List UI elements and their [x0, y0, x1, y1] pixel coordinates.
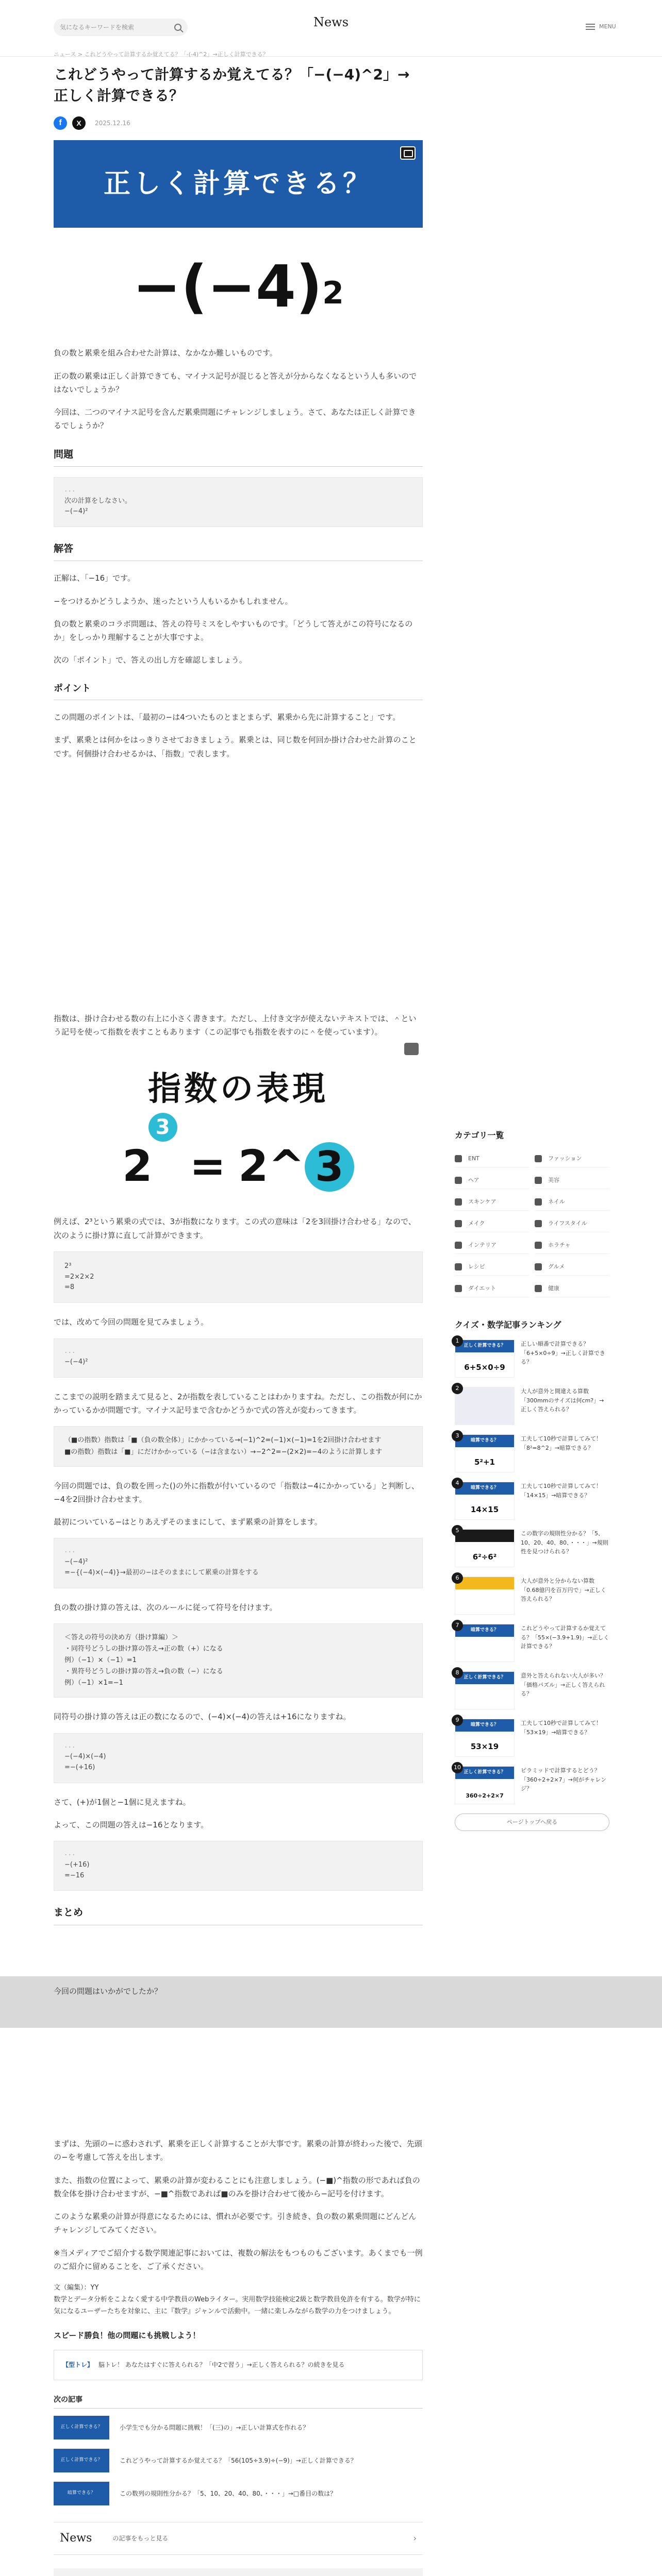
category-item[interactable]: ヘア	[455, 1172, 529, 1189]
ranking-item[interactable]	[455, 1574, 609, 1615]
ad-banner[interactable]	[0, 1976, 662, 2028]
next-article[interactable]	[54, 2449, 423, 2472]
rank-thumbnail: 正しく計算できる？	[455, 1671, 515, 1709]
rank-title: 大人が意外と分からない算数「0.68億円を百万円で」→正しく答えられる？	[521, 1578, 606, 1603]
ranking-item[interactable]	[455, 1434, 609, 1472]
category-icon	[455, 1220, 462, 1227]
category-item[interactable]: ネイル	[535, 1193, 609, 1211]
exp-right: 2^	[238, 1141, 305, 1192]
category-item[interactable]: ホラチャ	[535, 1236, 609, 1254]
exp-equals: =	[189, 1141, 226, 1192]
site-logo[interactable]	[305, 15, 357, 29]
rank-thumbnail	[455, 1387, 515, 1425]
problem-heading: 問題	[54, 446, 423, 467]
formula-main: −(−4)	[133, 253, 323, 321]
code-block: ･･･ −(−4)² =−{(−4)×(−4)}→最初の−はそのままにして累乗の計算をする	[54, 1538, 423, 1588]
rank-title: 工夫して10秒で計算してみて！「8²=8^2」→暗算できる？	[521, 1435, 602, 1451]
publish-date: 2025.12.16	[95, 119, 130, 127]
sign-rule-box: ＜答えの符号の決め方（掛け算編）＞ ・同符号どうしの掛け算の答え→正の数（+）になる 例）（−1）×（−1）=1 ・異符号どうしの掛け算の答え→負の数（−）になる 例）（−1）×1=−1	[54, 1623, 423, 1698]
search-placeholder: 気になるキーワードを検索	[60, 23, 135, 31]
intro-paragraph: 正の数の累乗は正しく計算できても、マイナス記号が混じると答えが分からなくなるという人も多いのではないでしょうか？	[54, 371, 417, 394]
category-item[interactable]: ライフスタイル	[535, 1215, 609, 1232]
category-title: カテゴリ一覧	[455, 1130, 504, 1140]
ranking-item[interactable]	[455, 1719, 609, 1757]
point-paragraph: この問題のポイントは、「最初の−は4ついたものとまとまらず、累乗から先に計算すること」です。	[54, 713, 401, 722]
link-text: 脳トレ！ あなたはすぐに答えられる？「中2で習う」→正しく答えられる？の続きを見る	[98, 2361, 345, 2368]
answer-paragraph: 正解は、「−16」です。	[54, 573, 135, 583]
follow-text: の記事をもっと見る	[112, 2534, 169, 2542]
next-thumbnail: 正しく計算できる？	[54, 2449, 109, 2472]
next-text: 小学生でも分かる問題に挑戦！「(三)の」→正しい計算式を作れる？	[120, 2424, 309, 2431]
ranking-item[interactable]	[455, 1337, 609, 1378]
body-paragraph: ここまでの説明を踏まえて見ると、2が指数を表していることはわかりますね。ただし、この指数が何にかかっているかが問題です。マイナス記号まで含むかどうかで式の答えが変わってきます。	[54, 1392, 422, 1415]
follow-bar[interactable]	[54, 2522, 423, 2555]
link-card[interactable]	[54, 2350, 423, 2380]
category-icon	[535, 1177, 542, 1184]
hero-formula	[54, 228, 423, 346]
next-thumbnail: 正しく計算できる？	[54, 2416, 109, 2439]
body-paragraph: 同符号の掛け算の答えは正の数になるので、(−4)×(−4)の答えは+16になりますね。	[54, 1712, 351, 1722]
category-icon	[535, 1242, 542, 1249]
facebook-share-icon[interactable]: f	[54, 116, 67, 130]
ranking-title: クイズ・数学記事ランキング	[455, 1320, 561, 1330]
category-icon	[535, 1155, 542, 1162]
category-item[interactable]: ENT	[455, 1150, 529, 1167]
rank-number: 4	[452, 1478, 463, 1489]
body-paragraph: 最初についている−はとりあえずそのままにして、まず累乗の計算をします。	[54, 1517, 322, 1527]
rank-thumbnail: 正しく計算できる？ 360÷2+2×7	[455, 1766, 515, 1804]
category-icon	[455, 1263, 462, 1270]
ad-space	[54, 770, 423, 1012]
category-icon	[455, 1155, 462, 1162]
rank-thumbnail: 暗算できる？ 14×15	[455, 1482, 515, 1520]
category-icon	[455, 1198, 462, 1206]
next-article[interactable]	[54, 2482, 423, 2505]
problem-line: 次の計算をしなさい。	[64, 497, 132, 505]
code-block: ･･･ −(+16) =−16	[54, 1841, 423, 1891]
body-paragraph: よって、この問題の答えは−16となります。	[54, 1820, 209, 1829]
answer-paragraph: 次の「ポイント」で、答えの出し方を確認しましょう。	[54, 655, 247, 665]
exp-base: 2	[122, 1141, 153, 1192]
code-block: ･･･ −(−4)²	[54, 1338, 423, 1378]
gallery-icon[interactable]	[404, 1043, 419, 1055]
rank-title: この数字の規則性分かる？「5、10、20、40、80、・・・」→規則性を見つけられる？	[521, 1530, 608, 1555]
category-item[interactable]: ダイエット	[455, 1280, 529, 1297]
formula-exponent: 2	[322, 275, 344, 312]
category-icon	[535, 1263, 542, 1270]
rank-title: 大人が意外と間違える算数「300mmのサイズは何cm?」→正しく答えられる？	[521, 1388, 604, 1413]
category-icon	[455, 1242, 462, 1249]
problem-box: ･･･ 次の計算をしなさい。 −(−4)²	[54, 477, 423, 527]
exp-circle: 3	[305, 1142, 354, 1192]
ranking-item[interactable]	[455, 1529, 609, 1567]
search-input[interactable]	[54, 19, 188, 36]
author-box	[54, 2282, 423, 2317]
ranking-item[interactable]	[455, 1387, 609, 1425]
rank-number: 7	[452, 1620, 463, 1631]
hero-image	[54, 140, 423, 228]
hamburger-icon	[586, 24, 595, 30]
rank-title: 正しい順番で計算できる？「6+5×0÷9」→正しく計算できる？	[521, 1341, 605, 1366]
category-item[interactable]: 健康	[535, 1280, 609, 1297]
category-list	[455, 1150, 609, 1297]
exp-sup: 3	[148, 1113, 177, 1142]
ranking-list	[454, 1337, 609, 1804]
gallery-icon[interactable]	[400, 146, 416, 160]
rank-number: 2	[452, 1383, 463, 1394]
article-main	[54, 49, 423, 1936]
category-icon	[455, 1177, 462, 1184]
article-meta	[54, 116, 423, 130]
hero-text: 正しく計算できる？	[103, 168, 373, 199]
rank-thumbnail: 正しく計算できる？ 6+5×0÷9	[455, 1340, 515, 1378]
category-icon	[535, 1220, 542, 1227]
sidebar	[455, 1128, 609, 1831]
rank-title: 意外と答えられない大人が多い？「価格パズル」→正しく答えられる？	[521, 1672, 606, 1698]
bottom-paragraph: まずは、先頭の−に惑わされず、累乗を正しく計算することが大事です。累乗の計算が終わった後で、先頭の−を考慮して答えを出します。	[54, 2139, 422, 2162]
link-tag: 【型トレ】	[62, 2361, 94, 2368]
follow-logo: News	[60, 2531, 92, 2545]
rank-title: これどうやって計算するか覚えてる？「55×(−3.9+1.9)」→正しく計算できる？	[521, 1625, 609, 1650]
category-item[interactable]: ファッション	[535, 1150, 609, 1167]
body-paragraph: 今回の問題では、負の数を囲った()の外に指数が付いているので「指数は−4にかかっている」と判断し、−4を2回掛け合わせます。	[54, 1481, 419, 1504]
problem-line: −(−4)²	[64, 507, 88, 516]
challenge-heading: スピード勝負！他の問題にも挑戦しよう！	[54, 2331, 201, 2341]
point-paragraph: 指数は、掛け合わせる数の右上に小さく書きます。ただし、上付き文字が使えないテキストでは、＾という記号を使って指数を表すこともあります（この記事でも指数を表すのに＾を使っています）。	[54, 1013, 417, 1037]
answer-paragraph: 負の数と累乗のコラボ問題は、答えの符号ミスをしやすいものです。「どうして答えがこの符号になるのか」をしっかり理解することが大事ですよ。	[54, 619, 413, 642]
rank-number: 3	[452, 1430, 463, 1442]
category-item[interactable]: 美容	[535, 1172, 609, 1189]
next-thumbnail: 暗算できる？	[54, 2482, 109, 2505]
author-label: 文（編集）：YY	[54, 2284, 99, 2292]
category-item[interactable]: インテリア	[455, 1236, 529, 1254]
related-articles	[54, 2568, 423, 2576]
rank-number: 10	[452, 1762, 463, 1773]
next-text: これどうやって計算するか覚えてる？「56(105÷3.9)÷(−9)」→正しく計算できる？	[120, 2456, 357, 2464]
rank-title: 工夫して10秒で計算してみて！「53×19」→暗算できる？	[521, 1720, 602, 1736]
chevron-right-icon: ›	[413, 2533, 417, 2543]
category-icon	[535, 1285, 542, 1292]
exp-paragraph: 例えば、2³という累乗の式では、3が指数になります。この式の意味は「2を3回掛け合わせる」なので、次のように掛け算に直して計算ができます。	[54, 1217, 416, 1240]
author-text: 数学とデータ分析をこよなく愛する中学教員のWebライター。実用数学技能検定2級と数学教員免許を有する。数学が特に気になるユーザーたちを対象に、主に『数学』ジャンルで活動中。一緒に楽しみながら数学の力をつけましょう。	[54, 2295, 421, 2315]
rank-thumbnail	[455, 1577, 515, 1615]
point-paragraph: まず、累乗とは何かをはっきりさせておきましょう。累乗とは、同じ数を何回か掛け合わせた計算のことです。何個掛け合わせるかは、「指数」で表します。	[54, 735, 417, 758]
bottom-paragraph: このような累乗の計算が得意になるためには、慣れが必要です。引き続き、負の数の累乗問題にどんどんチャレンジしてみてください。	[54, 2212, 417, 2235]
x-share-icon[interactable]: X	[72, 116, 86, 130]
next-heading: 次の記事	[54, 2394, 423, 2409]
article-continued	[54, 2137, 423, 2576]
answer-paragraph: −をつけるかどうしようか、迷ったという人もいるかもしれません。	[54, 596, 293, 606]
note-box: （■の指数）指数は「■（負の数全体）」にかかっている→(−1)^2=(−1)×(−1)=1を2回掛け合わせます ■の指数）指数は「■」にだけかかっている（−は含まない）→−2^2=−(2×2)=−4のように計算します	[54, 1426, 423, 1466]
code-block: ･･･ −(−4)×(−4) =−(+16)	[54, 1733, 423, 1783]
menu-button[interactable]	[586, 22, 616, 31]
page-top-button[interactable]: ページトップへ戻る	[455, 1814, 609, 1831]
intro-paragraph: 今回は、二つのマイナス記号を含んだ累乗問題にチャレンジしましょう。さて、あなたは正しく計算できるでしょうか？	[54, 408, 416, 431]
category-item[interactable]: スキンケア	[455, 1193, 529, 1211]
rank-number: 6	[452, 1572, 463, 1584]
intro-paragraph: 負の数と累乗を組み合わせた計算は、なかなか難しいものです。	[54, 348, 277, 358]
code-block: 2³ =2×2×2 =8	[54, 1251, 423, 1303]
rank-thumbnail: 暗算できる？ 53×19	[455, 1719, 515, 1757]
ranking-item[interactable]	[455, 1766, 609, 1804]
summary-heading: まとめ	[54, 1904, 423, 1925]
rank-title: ピラミッドで計算するとどう？「360÷2+2×7」→何がチャレンジ？	[521, 1767, 607, 1792]
point-heading: ポイント	[54, 681, 423, 701]
rank-number: 5	[452, 1525, 463, 1536]
body-paragraph: では、改めて今回の問題を見てみましょう。	[54, 1317, 209, 1327]
rank-thumbnail: 暗算できる？ 5²+1	[455, 1434, 515, 1472]
rank-number: 8	[452, 1667, 463, 1679]
category-item[interactable]: グルメ	[535, 1258, 609, 1276]
category-item[interactable]: メイク	[455, 1215, 529, 1232]
next-text: この数列の規則性分かる？「5、10、20、40、80、・・・」→□番目の数は？	[120, 2489, 337, 2497]
category-item[interactable]: レシピ	[455, 1258, 529, 1276]
rank-number: 1	[452, 1335, 463, 1347]
body-paragraph: さて、(+)が1個と−1個に見えますね。	[54, 1797, 191, 1807]
search-icon[interactable]	[174, 24, 181, 31]
menu-label: MENU	[599, 23, 616, 30]
category-icon	[535, 1198, 542, 1206]
rank-thumbnail: 6²÷6²	[455, 1529, 515, 1567]
exponent-illustration	[54, 1048, 423, 1202]
bottom-paragraph: ※当メディアでご紹介する数学関連記事においては、複数の解法をもつものもございます。あくまでも一例のご紹介に留めることを、ご了承ください。	[54, 2248, 423, 2271]
ranking-item[interactable]	[455, 1671, 609, 1709]
answer-heading: 解答	[54, 540, 423, 561]
ranking-item[interactable]	[455, 1482, 609, 1520]
bottom-paragraph: また、指数の位置によって、累乗の計算が変わることにも注意しましょう。(−■)^指数の形であれば負の数全体を掛け合わせますが、−■^指数であれば■のみを掛け合わせて後から−記号を付けます。	[54, 2175, 420, 2198]
ranking-item[interactable]	[455, 1624, 609, 1662]
article-title: これどうやって計算するか覚えてる？「−(−4)^2」→正しく計算できる？	[54, 66, 410, 104]
rank-thumbnail: 暗算できる？	[455, 1624, 515, 1662]
rank-title: 工夫して10秒で計算してみて！「14×15」→暗算できる？	[521, 1483, 602, 1499]
breadcrumb[interactable]: ニュース > これどうやって計算するか覚えてる？「-(-4)^2」→正しく計算できる？	[54, 51, 269, 58]
rank-number: 9	[452, 1715, 463, 1726]
logo-text: News	[313, 15, 349, 29]
exponent-title: 指数の表現	[148, 1070, 328, 1109]
next-article[interactable]	[54, 2416, 423, 2439]
site-header	[0, 0, 662, 57]
summary-line: 今回の問題はいかがでしたか？	[54, 1987, 162, 1996]
body-paragraph: 負の数の掛け算の答えは、次のルールに従って符号を付けます。	[54, 1602, 277, 1612]
exponent-formula	[54, 1115, 423, 1204]
category-icon	[455, 1285, 462, 1292]
